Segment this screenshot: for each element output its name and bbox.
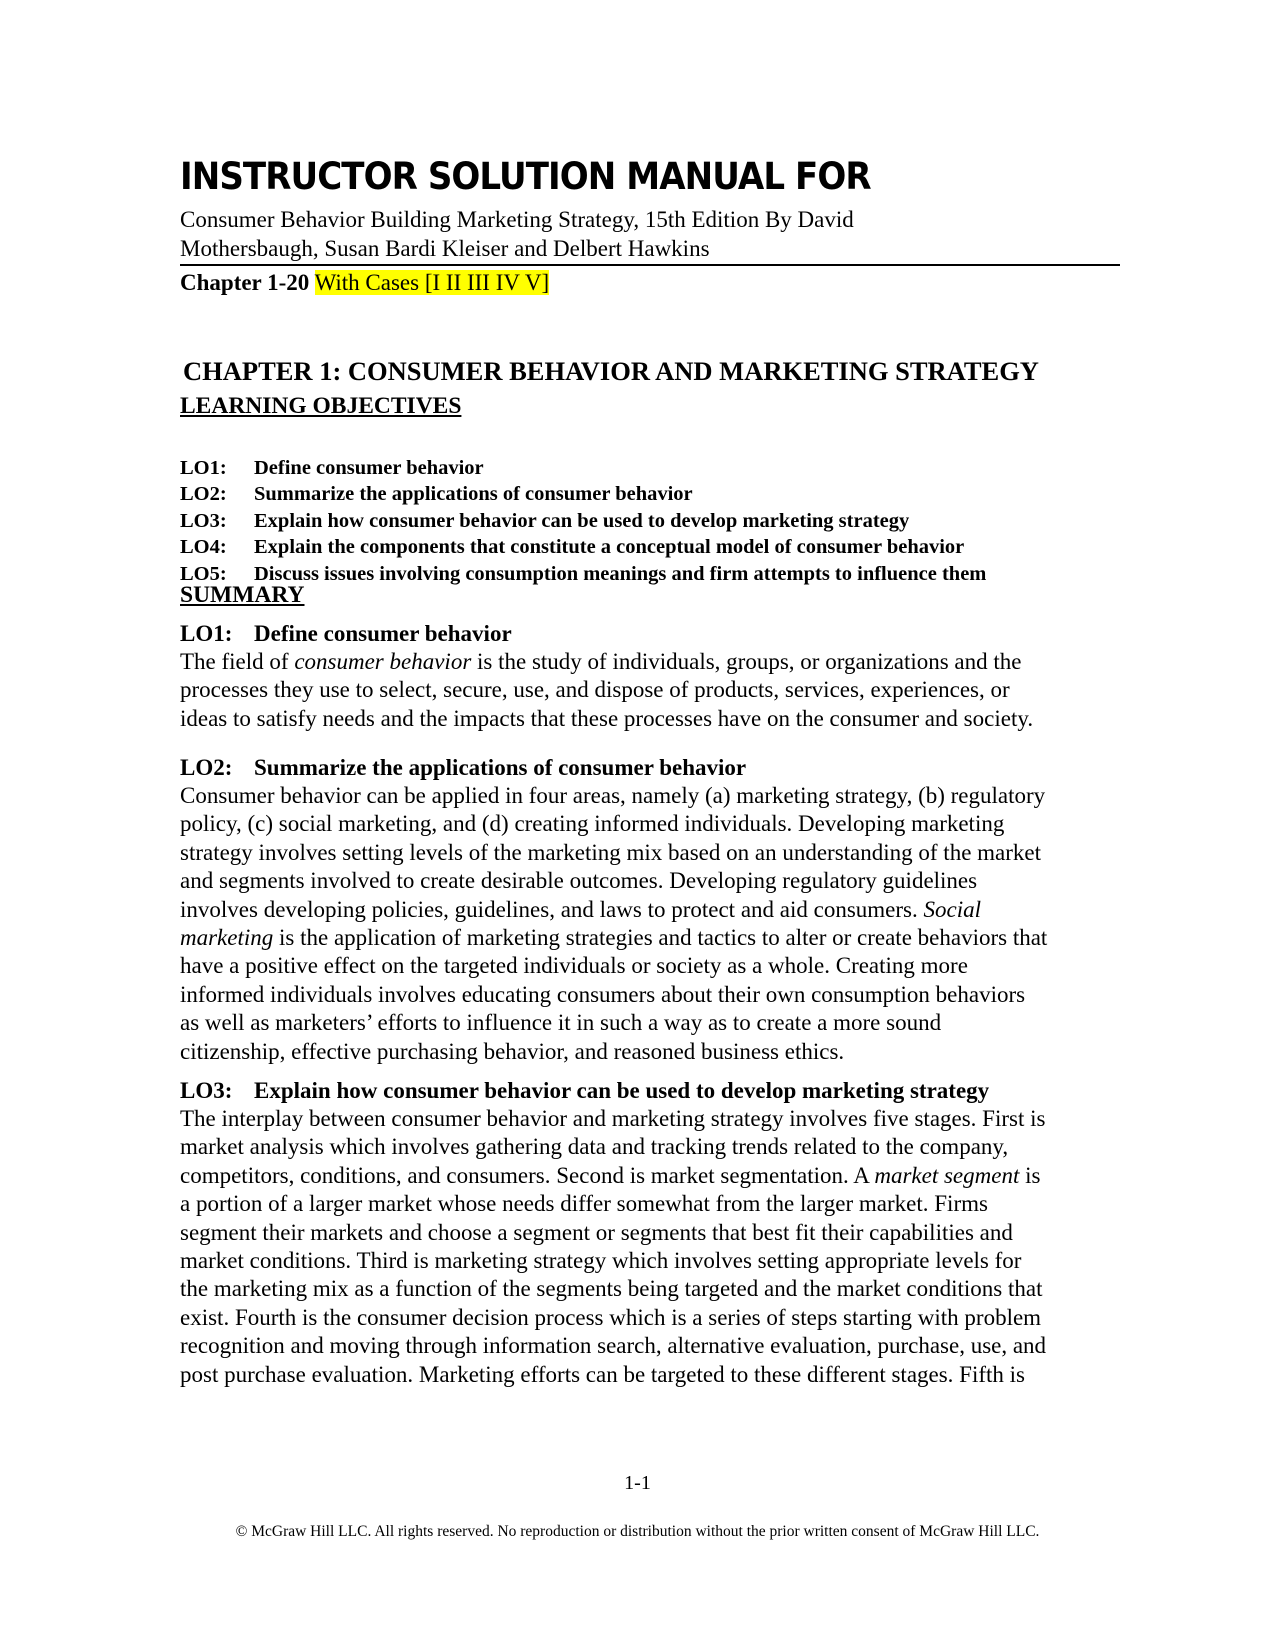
header-divider	[180, 264, 1120, 266]
summary-text-line	[180, 1190, 1125, 1218]
summary-text-line	[180, 705, 1125, 733]
objective-text: Summarize the applications of consumer behavior	[254, 483, 693, 506]
summary-text-line	[180, 1105, 1125, 1133]
text-run: recognition and moving through information search, alternative evaluation, purchase, use, and	[180, 1333, 1047, 1359]
book-info-line: Consumer Behavior Building Marketing Strategy, 15th Edition By David	[180, 207, 854, 232]
objective-text: Discuss issues involving consumption meanings and firm attempts to influence them	[254, 562, 987, 585]
banner-title: INSTRUCTOR SOLUTION MANUAL FOR	[180, 155, 871, 198]
text-run: and segments involved to create desirable outcomes. Developing regulatory guidelines	[180, 868, 978, 894]
summary-text-line	[180, 1162, 1125, 1190]
summary-section-code: LO1:	[180, 621, 233, 646]
summary-text-line	[180, 1304, 1125, 1332]
summary-section-code: LO2:	[180, 755, 233, 780]
summary-section-title: Explain how consumer behavior can be used to develop marketing strategy	[254, 1078, 990, 1103]
objective-code: LO3:	[180, 509, 227, 532]
summary-text-line	[180, 867, 1125, 895]
text-run: market analysis which involves gathering data and tracking trends related to the company,	[180, 1134, 1009, 1160]
objective-code: LO2:	[180, 483, 227, 506]
summary-section	[180, 1077, 1125, 1389]
summary-text-line	[180, 1038, 1125, 1066]
text-run: The interplay between consumer behavior and marketing strategy involves five stages. First is	[180, 1106, 1046, 1131]
summary-text-line	[180, 839, 1125, 867]
text-run: processes they use to select, secure, use, and dispose of products, services, experiences, or	[180, 677, 1010, 703]
summary-text-line	[180, 1247, 1125, 1275]
summary-heading: SUMMARY	[180, 582, 305, 608]
text-run: The field of	[180, 649, 295, 674]
text-run: is	[1019, 1162, 1041, 1188]
learning-objectives-heading: LEARNING OBJECTIVES	[180, 393, 462, 419]
learning-objectives-list	[180, 455, 986, 587]
text-run: ideas to satisfy needs and the impacts that these processes have on the consumer and society.	[180, 705, 1034, 731]
summary-section-heading	[180, 1077, 1125, 1105]
summary-text-line	[180, 1332, 1125, 1360]
text-run: exist. Fourth is the consumer decision process which is a series of steps starting with problem	[180, 1304, 1042, 1330]
text-run: Consumer behavior can be applied in four areas, namely (a) marketing strategy, (b) regulatory	[180, 783, 1046, 808]
objective-text: Explain how consumer behavior can be used to develop marketing strategy	[254, 509, 910, 532]
summary-section	[180, 754, 1125, 1066]
chapter-range-label: Chapter 1-20	[180, 270, 310, 295]
objective-text: Explain the components that constitute a conceptual model of consumer behavior	[254, 536, 965, 559]
summary-text-line	[180, 676, 1125, 704]
text-run: informed individuals involves educating consumers about their own consumption behaviors	[180, 981, 1026, 1007]
text-run: as well as marketers’ efforts to influence it in such a way as to create a more sound	[180, 1010, 942, 1036]
italic-term: market segment	[874, 1162, 1020, 1188]
summary-text-line	[180, 952, 1125, 980]
objective-code: LO4:	[180, 536, 227, 559]
summary-text-line	[180, 1009, 1125, 1037]
summary-text-line	[180, 924, 1125, 952]
text-run: a portion of a larger market whose needs differ somewhat from the larger market. Firms	[180, 1191, 988, 1217]
text-run: is the study of individuals, groups, or organizations and the	[471, 649, 1022, 674]
summary-text-line	[180, 782, 1125, 810]
summary-text-line	[180, 1133, 1125, 1161]
summary-section	[180, 620, 1125, 733]
summary-text-line	[180, 1275, 1125, 1303]
text-run: strategy involves setting levels of the marketing mix based on an understanding of the market	[180, 839, 1042, 865]
page-number: 1-1	[624, 1472, 651, 1494]
book-info	[180, 205, 940, 263]
summary-text-line	[180, 648, 1125, 676]
summary-text-line	[180, 1361, 1125, 1389]
learning-objective-item	[180, 534, 986, 560]
summary-section-title: Summarize the applications of consumer behavior	[254, 755, 747, 780]
italic-term: Social	[923, 896, 982, 922]
text-run: have a positive effect on the targeted individuals or society as a whole. Creating more	[180, 953, 968, 979]
italic-term: consumer behavior	[294, 649, 472, 674]
summary-section-heading	[180, 620, 1125, 648]
objective-code: LO5:	[180, 562, 227, 585]
summary-text-line	[180, 1219, 1125, 1247]
summary-section-heading	[180, 754, 1125, 782]
copyright-notice: © McGraw Hill LLC. All rights reserved. No reproduction or distribution without the prior written consent of McGraw Hill LLC.	[235, 1523, 1040, 1540]
objective-code: LO1:	[180, 457, 227, 479]
text-run: citizenship, effective purchasing behavior, and reasoned business ethics.	[180, 1038, 845, 1064]
objective-text: Define consumer behavior	[254, 457, 484, 479]
text-run: is the application of marketing strategies and tactics to alter or create behaviors that	[273, 925, 1048, 951]
summary-section-code: LO3:	[180, 1078, 233, 1103]
summary-text-line	[180, 810, 1125, 838]
cases-highlight: With Cases [I II III IV V]	[314, 270, 550, 295]
text-run: involves developing policies, guidelines, and laws to protect and aid consumers.	[180, 896, 924, 922]
text-run: the marketing mix as a function of the segments being targeted and the market conditions that	[180, 1276, 1043, 1302]
summary-text-line	[180, 981, 1125, 1009]
book-info-line: Mothersbaugh, Susan Bardi Kleiser and Delbert Hawkins	[180, 236, 710, 261]
chapter-range	[180, 268, 549, 297]
learning-objective-item	[180, 455, 986, 481]
text-run: post purchase evaluation. Marketing efforts can be targeted to these different stages. Fifth is	[180, 1361, 1026, 1387]
summary-section-title: Define consumer behavior	[254, 621, 512, 646]
chapter-heading: CHAPTER 1: CONSUMER BEHAVIOR AND MARKETING STRATEGY	[183, 356, 1039, 386]
text-run: competitors, conditions, and consumers. Second is market segmentation. A	[180, 1162, 875, 1188]
learning-objective-item	[180, 508, 986, 534]
italic-term: marketing	[180, 925, 274, 951]
summary-text-line	[180, 896, 1125, 924]
text-run: policy, (c) social marketing, and (d) creating informed individuals. Developing marketing	[180, 811, 1005, 837]
text-run: segment their markets and choose a segment or segments that best fit their capabilities and	[180, 1219, 1013, 1245]
learning-objective-item	[180, 481, 986, 507]
text-run: market conditions. Third is marketing strategy which involves setting appropriate levels for	[180, 1248, 1022, 1274]
